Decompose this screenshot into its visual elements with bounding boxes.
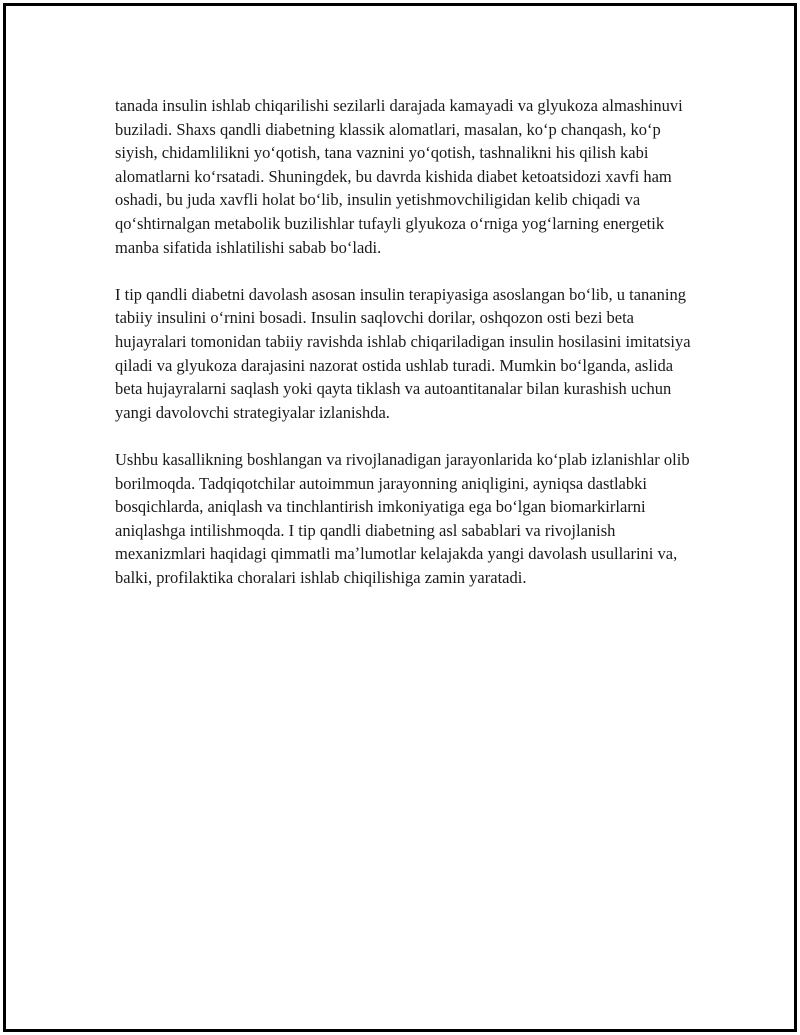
document-body: [115, 94, 695, 613]
paragraph-1: tanada insulin ishlab chiqarilishi sezilarli darajada kamayadi va glyukoza almashinuvi buziladi. Shaxs qandli diabetning klassik alomatlari, masalan, koʻp chanqash, koʻp siyish, chidamlilikni yoʻqotish, tana vaznini yoʻqotish, tashnalikni his qilish kabi alomatlarni koʻrsatadi. Shuningdek, bu davrda kishida diabet ketoatsidozi xavfi ham oshadi, bu juda xavfli holat boʻlib, insulin yetishmovchiligidan kelib chiqadi va qoʻshtirnalgan metabolik buzilishlar tufayli glyukoza oʻrniga yogʻlarning energetik manba sifatida ishlatilishi sabab boʻladi.: [115, 96, 683, 257]
paragraph-2: I tip qandli diabetni davolash asosan insulin terapiyasiga asoslangan boʻlib, u tananing tabiiy insulini oʻrnini bosadi. Insulin saqlovchi dorilar, oshqozon osti bezi beta hujayralari tomonidan tabiiy ravishda ishlab chiqariladigan insulin hosilasini imitatsiya qiladi va glyukoza darajasini nazorat ostida ushlab turadi. Mumkin boʻlganda, aslida beta hujayralarni saqlash yoki qayta tiklash va autoantitanalar bilan kurashish uchun yangi davolovchi strategiyalar izlanishda.: [115, 284, 691, 422]
paragraph-3: Ushbu kasallikning boshlangan va rivojlanadigan jarayonlarida koʻplab izlanishlar olib borilmoqda. Tadqiqotchilar autoimmun jarayonning aniqligini, ayniqsa dastlabki bosqichlarda, aniqlash va tinchlantirish imkoniyatiga ega boʻlgan biomarkirlarni aniqlashga intilishmoqda. I tip qandli diabetning asl sabablari va rivojlanish mexanizmlari haqidagi qimmatli maʼlumotlar kelajakda yangi davolash usullarini va, balki, profilaktika choralari ishlab chiqilishiga zamin yaratadi.: [115, 449, 690, 587]
